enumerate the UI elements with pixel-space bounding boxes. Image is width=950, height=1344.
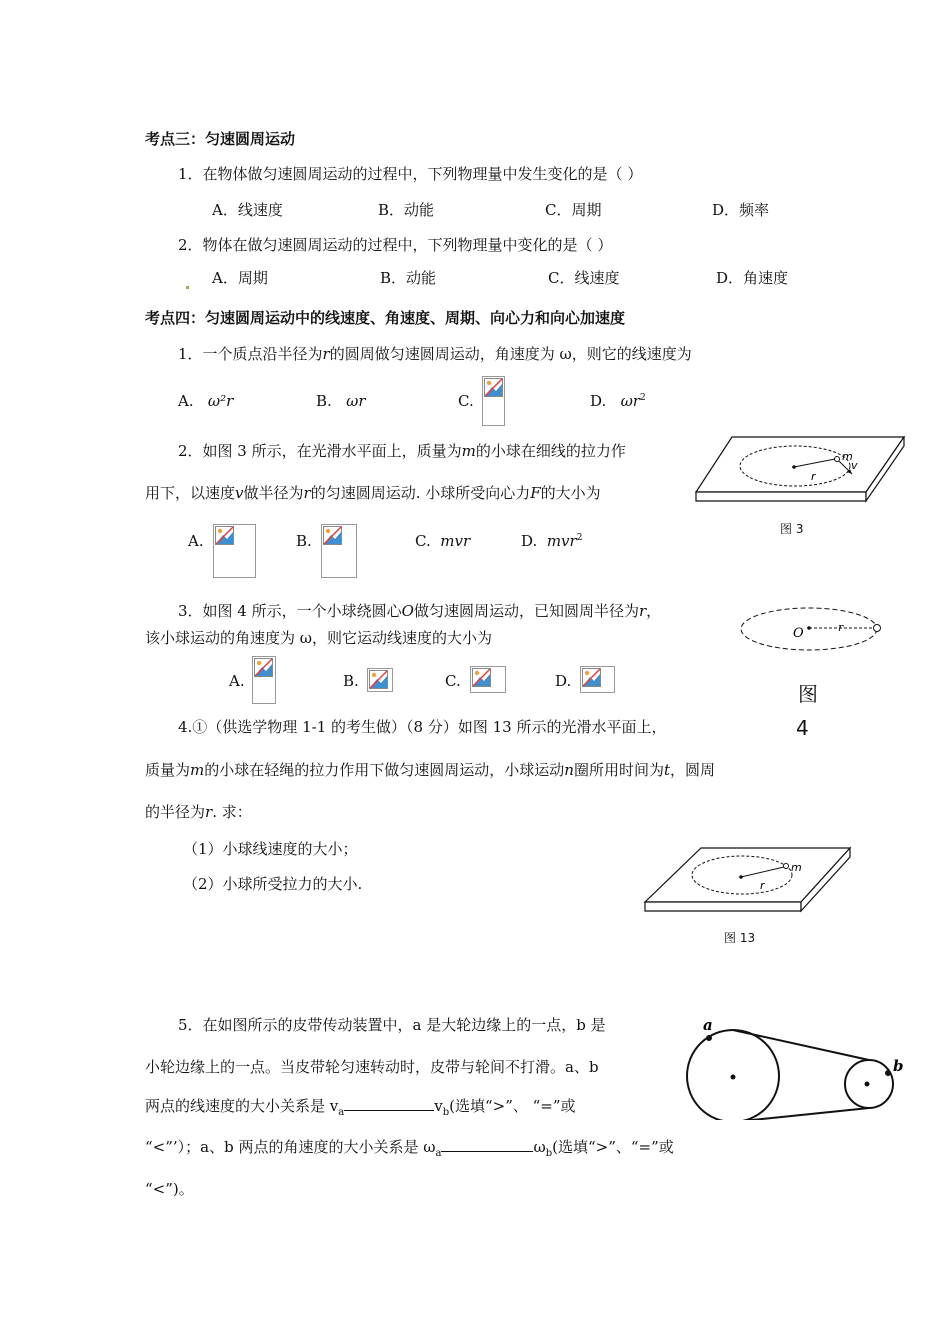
belt-drive-diagram [683,1018,905,1120]
s4-q2-option-b-label: B. [296,532,312,550]
broken-image-icon [472,668,491,687]
broken-image-icon [582,668,601,687]
s4-q2-option-a-label: A. [188,532,204,550]
s4-q3-option-a-image [252,656,276,704]
s3-q1-option-c: C．周期 [545,201,602,219]
fig13-m-label: m [791,861,802,874]
s4-q2-line2: 用下，以速度v做半径为r的匀速圆周运动. 小球所受向心力F的大小为 [145,484,601,502]
s3-q2-option-c: C．线速度 [548,269,620,287]
s4-q1-text: 1．一个质点沿半径为r的圆周做匀速圆周运动，角速度为 ω，则它的线速度为 [178,345,692,363]
section-3-title: 考点三：匀速圆周运动 [145,130,296,148]
s4-q3-option-c-image [470,666,506,693]
s4-q3-option-c-label: C. [445,672,461,690]
s4-q1-option-a: A. ω²r [178,392,234,410]
s3-q1-option-b: B．动能 [378,201,435,219]
fig3-v-label: v [851,459,858,472]
fig3-r-label: r [811,470,816,483]
s4-q1-option-c-label: C. [458,392,474,410]
figure-4-caption-a: 图 [798,682,818,706]
broken-image-icon [254,658,273,677]
s3-q2-text: 2．物体在做匀速圆周运动的过程中，下列物理量中变化的是（ ） [178,236,613,254]
answer-blank-angular[interactable] [441,1151,533,1152]
figure-3-caption: 图 3 [780,522,804,536]
broken-image-icon [323,526,342,545]
fig4-o-label: O [793,626,804,641]
belt-point-a-label: a [703,1018,713,1034]
s4-q3-option-b-image [367,668,393,692]
s3-q2-option-b: B．动能 [380,269,437,287]
fig13-r-label: r [760,879,765,892]
s4-q4-line2: 质量为m的小球在轻绳的拉力作用下做匀速圆周运动，小球运动n圈所用时间为t，圆周 [145,761,715,779]
s4-q3-option-a-label: A. [229,672,245,690]
answer-blank-velocity[interactable] [344,1110,434,1111]
figure-13-diagram [643,846,853,914]
figure-13-caption: 图 13 [724,931,756,945]
fig3-m-label: m [842,450,853,463]
s4-q2-option-b-image [321,524,357,578]
s4-q5-line2: 小轮边缘上的一点。当皮带轮匀速转动时，皮带与轮间不打滑。a、b [145,1058,599,1076]
fig4-r-label: r [838,621,844,634]
s4-q4-line1: 4.①（供选学物理 1-1 的考生做）（8 分）如图 13 所示的光滑水平面上， [178,718,667,736]
s4-q3-option-d-label: D. [555,672,572,690]
s3-q1-text: 1．在物体做匀速圆周运动的过程中，下列物理量中发生变化的是（ ） [178,165,643,183]
s3-q2-option-a: A．周期 [212,269,268,287]
s4-q5-line4: “<”’）；a、b 两点的角速度的大小关系是 $\omega_a$ $\omega_b$(选填“>”、“=”或 [145,1138,674,1159]
s4-q1-option-b: B. ωr [316,392,366,410]
broken-image-icon [369,670,388,689]
s4-q4-line3: 的半径为r. 求： [145,803,252,821]
s4-q4-sub2: （2）小球所受拉力的大小. [183,875,363,893]
s4-q2-option-a-image [213,524,256,578]
s4-q3-option-b-label: B. [343,672,359,690]
s4-q1-option-c-image [482,376,505,426]
s3-q2-option-d: D．角速度 [716,269,789,287]
s4-q4-sub1: （1）小球线速度的大小； [183,840,358,858]
s4-q2-line1: 2．如图 3 所示，在光滑水平面上，质量为m的小球在细线的拉力作 [178,442,626,460]
mark-dot [186,277,189,295]
s4-q5-line1: 5．在如图所示的皮带传动装置中，a 是大轮边缘上的一点，b 是 [178,1016,606,1034]
s4-q5-line5: “<”)。 [145,1180,194,1198]
figure-4-caption-b: 4 [796,716,809,740]
s3-q1-option-d: D．频率 [712,201,770,219]
broken-image-icon [484,378,503,397]
s4-q3-option-d-image [580,666,615,693]
s4-q2-option-d: D. mvr$^2$ [521,532,583,550]
s4-q2-option-c: C. mvr [415,532,471,550]
broken-image-icon [215,526,234,545]
s3-q1-option-a: A．线速度 [212,201,283,219]
figure-4-diagram [738,604,888,656]
belt-point-b-label: b [893,1057,904,1075]
section-4-title: 考点四：匀速圆周运动中的线速度、角速度、周期、向心力和向心加速度 [145,309,626,327]
s4-q1-option-d: D. $\omega r^2$ [590,392,646,410]
s4-q3-line1: 3．如图 4 所示，一个小球绕圆心O做匀速圆周运动，已知圆周半径为r， [178,602,662,620]
s4-q5-line3: 两点的线速度的大小关系是 $v_a$ $v_b$(选填“>”、 “=”或 [145,1097,576,1118]
s4-q3-line2: 该小球运动的角速度为 ω，则它运动线速度的大小为 [145,629,493,647]
figure-3-diagram [694,436,912,504]
